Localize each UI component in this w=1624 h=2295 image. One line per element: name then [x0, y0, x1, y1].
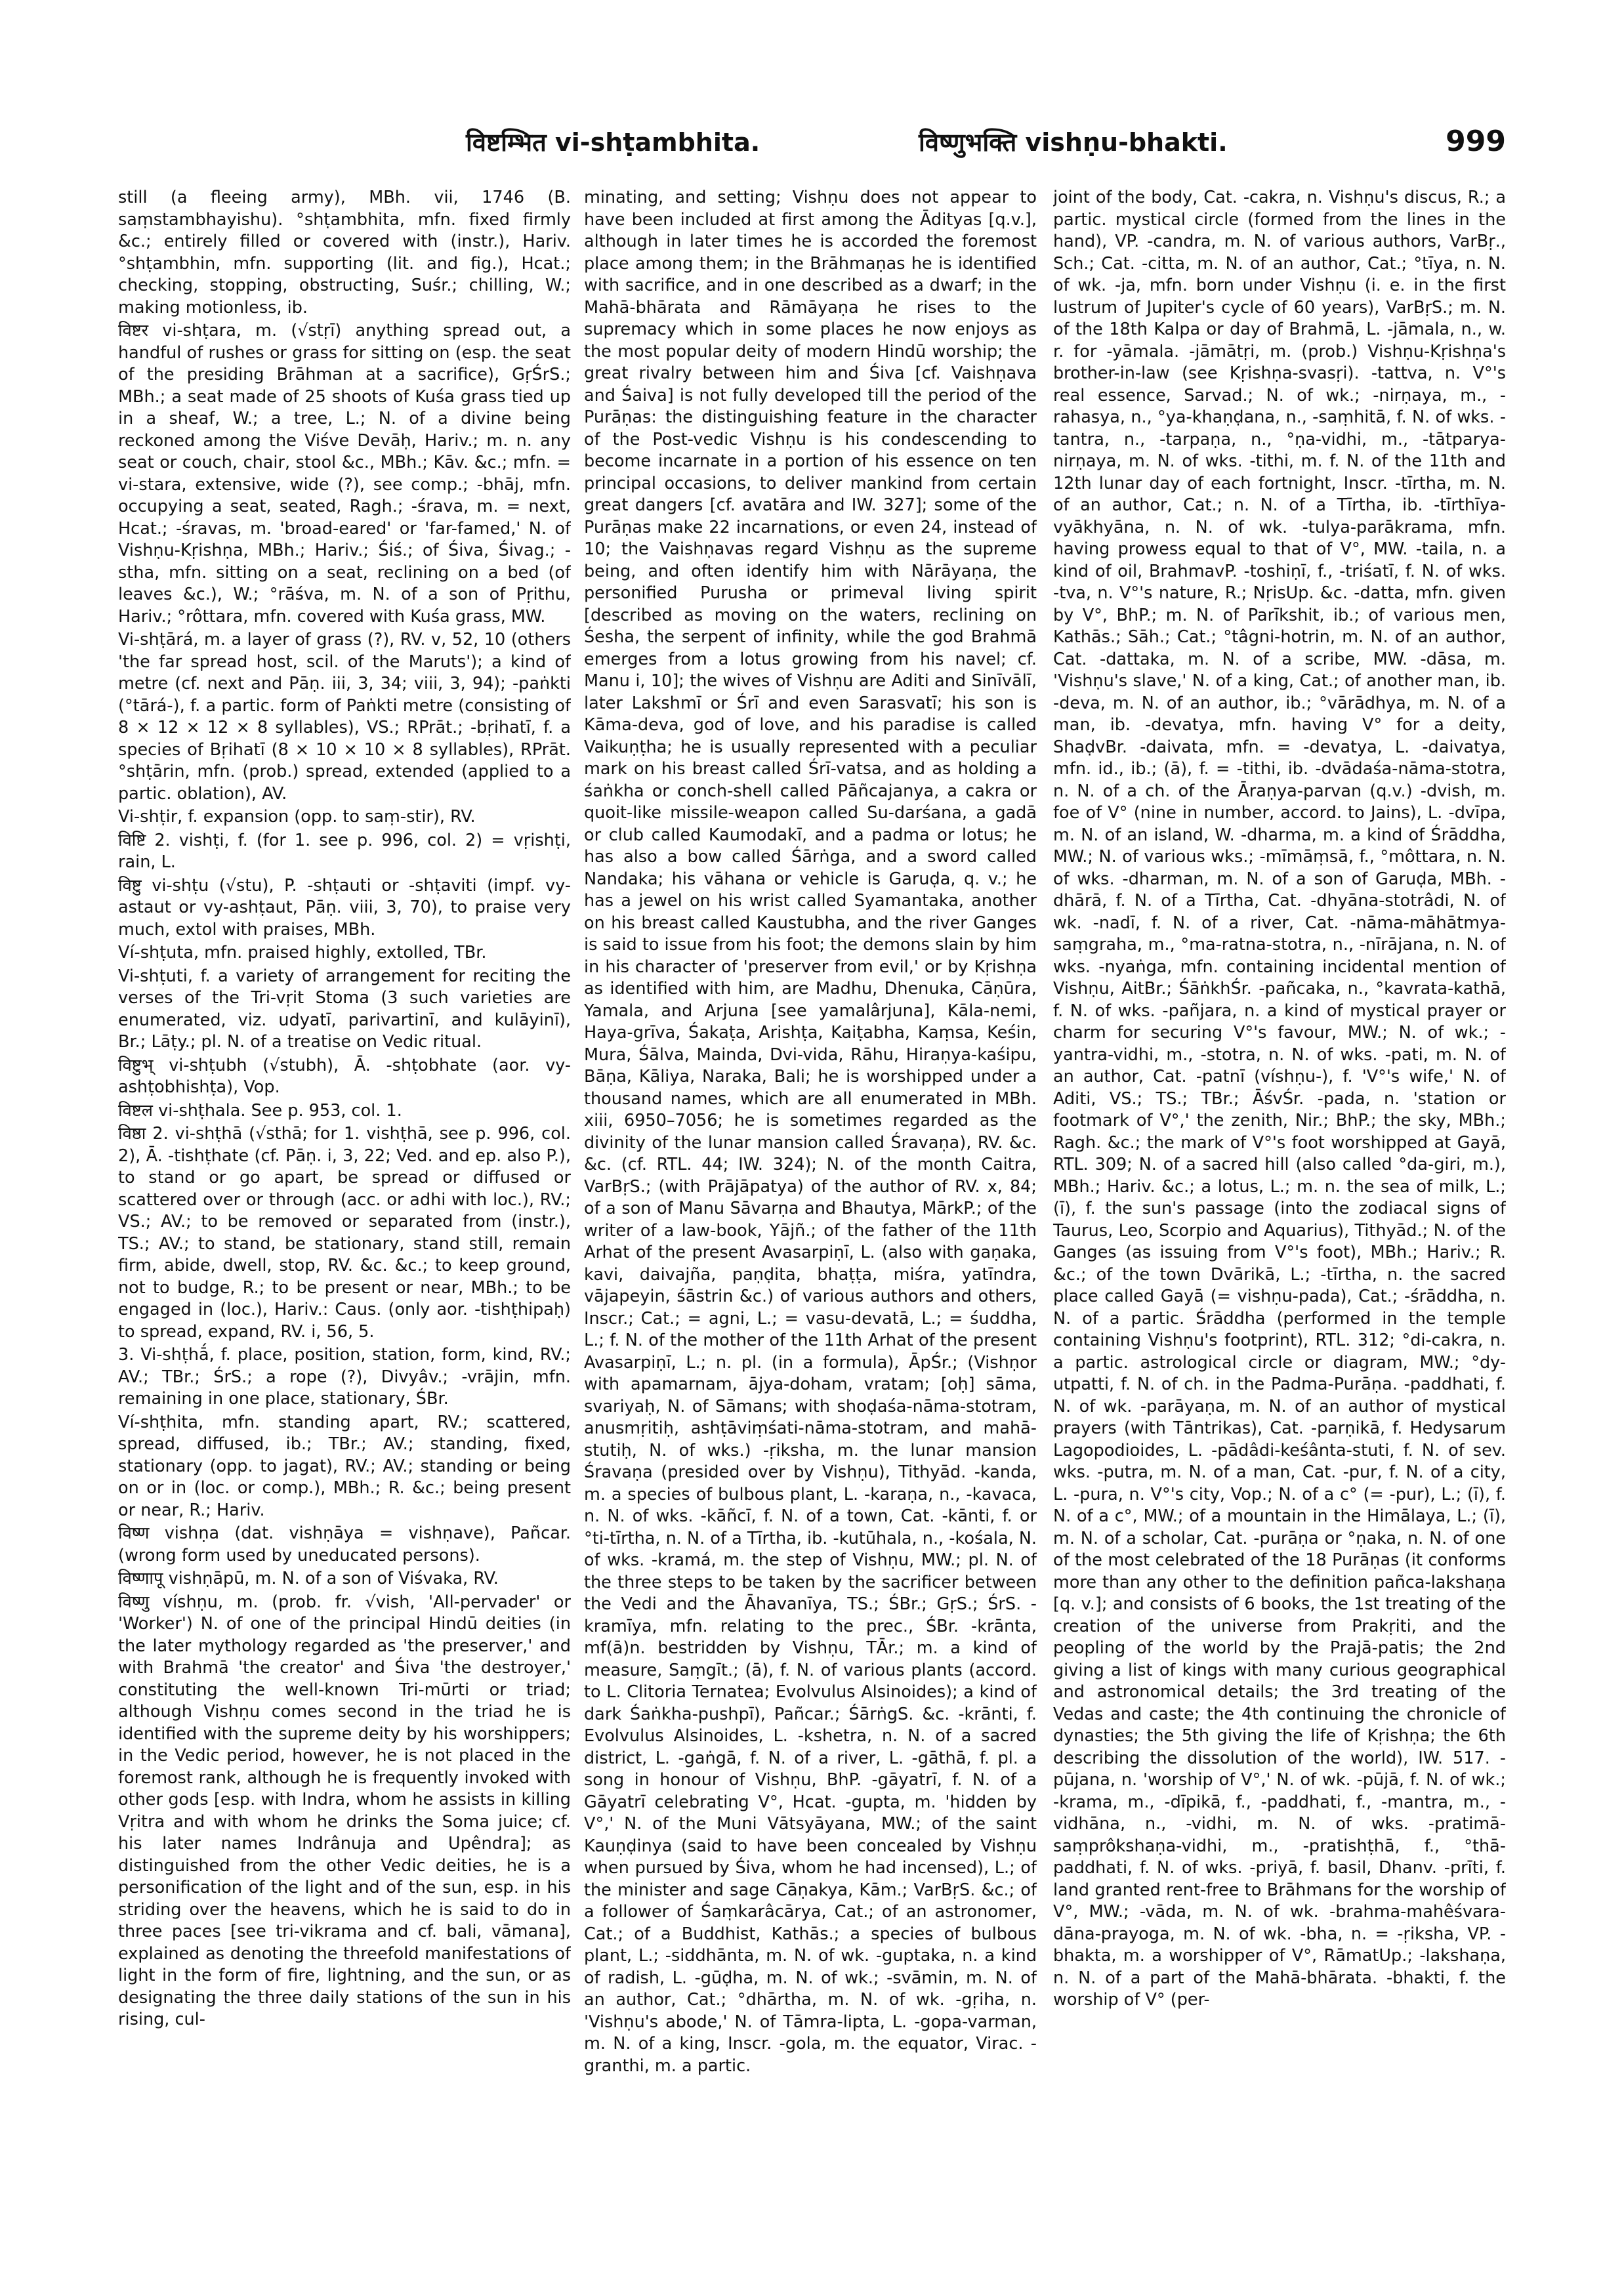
dictionary-entry: Ví-shṭuta, mfn. praised highly, extolled, TBr. [118, 943, 487, 962]
dictionary-entry: 3. Vi-shṭhā́, f. place, position, station, form, kind, RV.; AV.; TBr.; ŚrS.; a rope (?), Divyâv.; -vrājin, mfn. remaining in one place, stationary, ŚBr. [118, 1345, 571, 1409]
header-center-headword: विष्णुभक्ति vishṇu-bhakti. [919, 128, 1228, 157]
header-left-headword: विष्टम्भित vi-shṭambhita. [466, 128, 760, 157]
dictionary-entry: विष्ण vishṇa (dat. vishṇāya = vishṇave), Pañcar. (wrong form used by uneducated persons). [118, 1523, 571, 1565]
dictionary-entry: विष्टि 2. vishṭi, f. (for 1. see p. 996, col. 2) = vṛishṭi, rain, L. [118, 830, 571, 872]
dictionary-entry: Vi-shṭuti, f. a variety of arrangement for reciting the verses of the Tri-vṛit Stoma (3 such varieties are enumerated, viz. udyatī, parivartinī, and kulāyinī), Br.; Lāṭy.; pl. N. of a treatise on Vedic ritual. [118, 966, 571, 1052]
column-3 [1053, 187, 1506, 2254]
dictionary-entry: विष्टल vi-shṭhala. See p. 953, col. 1. [118, 1100, 402, 1121]
dictionary-entry: विष्टु vi-shṭu (√stu), P. -shṭauti or -shṭaviti (impf. vy-astaut or vy-ashṭaut, Pāṇ. viii, 3, 70), to praise very much, extol with praises, MBh. [118, 875, 571, 940]
dictionary-entry: Vi-shṭir, f. expansion (opp. to saṃ-stir), RV. [118, 807, 476, 827]
dictionary-entry: still (a fleeing army), MBh. vii, 1746 (B. saṃstambhayishu). °shṭambhita, mfn. fixed firmly &c.; entirely filled or covered with (instr.), Hariv. °shṭambhin, mfn. supporting (lit. and fig.), Hcat.; checking, stopping, obstructing, Suśr.; chilling, W.; making motionless, ib. [118, 188, 571, 318]
dictionary-entry: Ví-shṭhita, mfn. standing apart, RV.; scattered, spread, diffused, ib.; TBr.; AV.; standing, fixed, stationary (opp. to jagat), RV.; AV.; standing or being on or in (loc. or comp.), MBh.; R. &c.; being present or near, R.; Hariv. [118, 1412, 571, 1520]
dictionary-entry: Vi-shṭārá, m. a layer of grass (?), RV. v, 52, 10 (others 'the far spread host, scil. of the Maruts'); a kind of metre (cf. next and Pāṇ. iii, 3, 34; viii, 3, 94); -paṅkti (°tārá-), f. a partic. form of Paṅkti metre (consisting of 8 × 12 × 12 × 8 syllables), VS.; RPrāt.; -bṛihatī, f. a species of Bṛihatī (8 × 10 × 10 × 8 syllables), RPrāt. °shṭārin, mfn. (prob.) spread, extended (applied to a partic. oblation), AV. [118, 630, 571, 804]
dictionary-entry: विष्णापू vishṇāpū, m. N. of a son of Viśvaka, RV. [118, 1569, 499, 1588]
dictionary-columns [118, 187, 1506, 2254]
column-1 [118, 187, 571, 2254]
dictionary-entry: विष्णु víshṇu, m. (prob. fr. √vish, 'All-pervader' or 'Worker') N. of one of the principal Hindū deities (in the later mythology regarded as 'the preserver,' and with Brahmā 'the creator' and Śiva 'the destroyer,' constituting the well-known Tri-mūrti or triad; although Vishṇu comes second in the triad he is identified with the supreme deity by his worshippers; in the Vedic period, however, he is not placed in the foremost rank, although he is frequently invoked with other gods [esp. with Indra, whom he assists in killing Vṛitra and with whom he drinks the Soma juice; cf. his later names Indrânuja and Upêndra]; as distinguished from the other Vedic deities, he is a personification of the light and of the sun, esp. in his striding over the heavens, which he is said to do in three paces [see tri-vikrama and cf. bali, vāmana], explained as denoting the threefold manifestations of light in the form of fire, lightning, and the sun, or as designating the three daily stations of the sun in his rising, cul- [118, 1592, 571, 2029]
page-header [118, 125, 1506, 171]
dictionary-entry: विष्टुभ् vi-shṭubh (√stubh), Ā. -shṭobhate (aor. vy-ashṭobhishṭa), Vop. [118, 1055, 571, 1097]
dictionary-entry: joint of the body, Cat. -cakra, n. Vishṇu's discus, R.; a partic. mystical circle (formed from the lines in the hand), VP. -candra, m. N. of various authors, VarBṛ., Sch.; Cat. -citta, m. N. of an author, Cat.; °tīya, n. N. of wk. -ja, mfn. born under Vishṇu (i. e. in the first lustrum of Jupiter's cycle of 60 years), VarBṛS.; m. N. of the 18th Kalpa or day of Brahmā, L. -jāmala, n., w. r. for -yāmala. -jāmātṛi, m. (prob.) Vishṇu-Kṛishṇa's brother-in-law (see Kṛishṇa-svasṛi). -tattva, n. V°'s real essence, Sarvad.; N. of wk.; -nirṇaya, m., -rahasya, n., °ya-khaṇḍana, n., -saṃhitā, f. N. of wks. -tantra, n., -tarpaṇa, n., °ṇa-vidhi, m., -tātparya-nirṇaya, m. N. of wks. -tithi, m. f. N. of the 11th and 12th lunar day of each fortnight, Inscr. -tīrtha, m. N. of an author, Cat.; n. N. of a Tīrtha, ib. -tīrthīya-vyākhyāna, n. N. of wk. -tulya-parākrama, mfn. having prowess equal to that of V°, MW. -taila, n. a kind of oil, BrahmavP. -toshiṇī, f., -triśatī, f. N. of wks. -tva, n. V°'s nature, R.; NṛisUp. &c. -datta, mfn. given by V°, BhP.; m. N. of Parīkshit, ib.; of various men, Kathās.; Sāh.; Cat.; °tâgni-hotrin, m. N. of an author, Cat. -dattaka, m. N. of a scribe, MW. -dāsa, m. 'Vishṇu's slave,' N. of a king, Cat.; of another man, ib. -deva, m. N. of an author, ib.; °vārādhya, m. N. of a man, ib. -devatya, mfn. having V° for a deity, ShaḍvBr. -daivata, mfn. = -devatya, L. -daivatya, mfn. id., ib.; (ā), f. = -tithi, ib. -dvādaśa-nāma-stotra, n. N. of a ch. of the Āraṇya-parvan (q.v.) -dvish, m. foe of V° (nine in number, accord. to Jains), L. -dvīpa, m. N. of an island, W. -dharma, m. a kind of Śrāddha, MW.; N. of various wks.; -mīmāṃsā, f., °môttara, n. N. of wks. -dharman, m. N. of a son of Garuḍa, MBh. -dhārā, f. N. of a Tīrtha, Cat. -dhyāna-stotrâdi, N. of wk. -nadī, f. N. of a river, Cat. -nāma-māhātmya-saṃgraha, m., °ma-ratna-stotra, n., -nīrājana, n. N. of wks. -nyaṅga, mfn. containing incidental mention of Vishṇu, AitBr.; ŚāṅkhŚr. -pañcaka, n., °kavrata-kathā, f. N. of wks. -pañjara, n. a kind of mystical prayer or charm for securing V°'s favour, MW.; N. of wk.; -yantra-vidhi, m., -stotra, n. N. of wks. -pati, m. N. of an author, Cat. -patnī (víshṇu-), f. 'V°'s wife,' N. of Aditi, VS.; TS.; TBr.; ĀśvŚr. -pada, n. 'station or footmark of V°,' the zenith, Nir.; BhP.; the sky, MBh.; Ragh. &c.; the mark of V°'s foot worshipped at Gayā, RTL. 309; N. of a sacred hill (also called °da-giri, m.), MBh.; Hariv. &c.; a lotus, L.; m. n. the sea of milk, L.; (ī), f. the sun's passage (into the zodiacal signs of Taurus, Leo, Scorpio and Aquarius), Tithyād.; N. of the Ganges (as issuing from V°'s foot), MBh.; Hariv.; R. &c.; of the town Dvārikā, L.; -tīrtha, n. the sacred place called Gayā (= vishṇu-pada), Cat.; -śrāddha, n. N. of a partic. Śrāddha (performed in the temple containing Vishṇu's footprint), RTL. 312; °di-cakra, n. a partic. astrological circle or diagram, MW.; °dy-utpatti, f. N. of ch. in the Padma-Purāṇa. -paddhati, f. N. of wk. -parāyaṇa, m. N. of an author of mystical prayers (with Tāntrikas), Cat. -parṇikā, f. Hedysarum Lagopodioides, L. -pādâdi-keśânta-stuti, f. N. of sev. wks. -putra, m. N. of a man, Cat. -pur, f. N. of a city, L. -pura, n. V°'s city, Vop.; N. of a c° (= -pur), L.; (ī), f. N. of a c°, MW.; of a mountain in the Himālaya, L.; (ī), m. N. of a scholar, Cat. -purāṇa or °ṇaka, n. N. of one of the most celebrated of the 18 Purāṇas (it conforms more than any other to the definition pañca-lakshaṇa [q. v.]; and consists of 6 books, the 1st treating of the creation of the universe from Prakṛiti, and the peopling of the world by the Prajā-patis; the 2nd giving a list of kings with many curious geographical and astronomical details; the 3rd treating of the Vedas and caste; the 4th continuing the chronicle of dynasties; the 5th giving the life of Kṛishṇa; the 6th describing the dissolution of the world), IW. 517. -pūjana, n. 'worship of V°,' N. of wk. -pūjā, f. N. of wk.; -krama, m., -dīpikā, f., -paddhati, f., -mantra, m., -vidhāna, n., -vidhi, m. N. of wks. -pratimā-saṃprôkshaṇa-vidhi, m., -pratishṭhā, f., °thā-paddhati, f. N. of wks. -priyā, f. basil, Dhanv. -prīti, f. land granted rent-free to Brāhmans for the worship of V°, MW.; -vāda, m. N. of wk. -brahma-mahêśvara-dāna-prayoga, m. N. of wk. -bha, n. = -ṛiksha, VP. -bhakta, m. a worshipper of V°, RāmatUp.; -lakshaṇa, n. N. of a part of the Mahā-bhārata. -bhakti, f. the worship of V° (per- [1053, 188, 1506, 2010]
dictionary-entry: विष्टर vi-shṭara, m. (√stṛī) anything spread out, a handful of rushes or grass for sitting on (esp. the seat of the presiding Brāhman at a sacrifice), GṛŚrS.; MBh.; a seat made of 25 shoots of Kuśa grass tied up in a sheaf, W.; a tree, L.; N. of a divine being reckoned among the Viśve Devāḥ, Hariv.; m. n. any seat or couch, chair, stool &c., MBh.; Kāv. &c.; mfn. = vi-stara, extensive, wide (?), see comp.; -bhāj, mfn. occupying a seat, seated, Ragh.; -śrava, m. = next, Hcat.; -śravas, m. 'broad-eared' or 'far-famed,' N. of Vishṇu-Kṛishṇa, MBh.; Hariv.; Śiś.; of Śiva, Śivag.; -stha, mfn. sitting on a seat, reclining on a bed (of leaves &c.), W.; °rāśva, m. N. of a son of Pṛithu, Hariv.; °rôttara, mfn. covered with Kuśa grass, MW. [118, 321, 571, 627]
dictionary-entry: विष्ठा 2. vi-shṭhā (√sthā; for 1. vishṭhā, see p. 996, col. 2), Ā. -tishṭhate (cf. Pāṇ. i, 3, 22; Ved. and ep. also P.), to stand or go apart, be spread or diffused or scattered over or through (acc. or adhi with loc.), RV.; VS.; AV.; to be removed or separated from (instr.), TS.; AV.; to stand, be stationary, stand still, remain firm, abide, dwell, stop, RV. &c. &c.; to keep ground, not to budge, R.; to be present or near, MBh.; to be engaged in (loc.), Hariv.: Caus. (only aor. -tishṭhipaḥ) to spread, expand, RV. i, 56, 5. [118, 1124, 571, 1342]
dictionary-entry: minating, and setting; Vishṇu does not appear to have been included at first among the Ādityas [q.v.], although in later times he is accorded the foremost place among them; in the Brāhmaṇas he is identified with sacrifice, and in one described as a dwarf; in the Mahā-bhārata and Rāmāyaṇa he rises to the supremacy which in some places he now enjoys as the most popular deity of modern Hindū worship; the great rivalry between him and Śiva [cf. Vaishṇava and Śaiva] is not fully developed till the period of the Purāṇas: the distinguishing feature in the character of the Post-vedic Vishṇu is his condescending to become incarnate in a portion of his essence on ten principal occasions, to deliver mankind from certain great dangers [cf. avatāra and IW. 327]; some of the Purāṇas make 22 incarnations, or even 24, instead of 10; the Vaishṇavas regard Vishṇu as the supreme being, and often identify him with Nārāyaṇa, the personified Purusha or primeval living spirit [described as moving on the waters, reclining on Śesha, the serpent of infinity, while the god Brahmā emerges from a lotus growing from his navel; cf. Manu i, 10]; the wives of Vishṇu are Aditi and Sinīvālī, later Lakshmī or Śrī and even Sarasvatī; his son is Kāma-deva, god of love, and his paradise is called Vaikuṇṭha; he is usually represented with a peculiar mark on his breast called Śrī-vatsa, and as holding a śaṅkha or conch-shell called Pāñcajanya, a cakra or quoit-like missile-weapon called Su-darśana, a gadā or club called Kaumodakī, and a padma or lotus; he has also a bow called Śārṅga, and a sword called Nandaka; his vāhana or vehicle is Garuḍa, q. v.; he has a jewel on his wrist called Syamantaka, another on his breast called Kaustubha, and the river Ganges is said to issue from his foot; the demons slain by him in his character of 'preserver from evil,' or by Kṛishṇa as identified with him, are Madhu, Dhenuka, Cāṇūra, Yamala, and Arjuna [see yamalârjuna], Kāla-nemi, Haya-grīva, Śakaṭa, Arishṭa, Kaiṭabha, Kaṃsa, Keśin, Mura, Śālva, Mainda, Dvi-vida, Rāhu, Hiraṇya-kaśipu, Bāṇa, Kāliya, Naraka, Bali; he is worshipped under a thousand names, which are all enumerated in MBh. xiii, 6950–7056; he is sometimes regarded as the divinity of the lunar mansion called Śravaṇa), RV. &c. &c. (cf. RTL. 44; IW. 324); N. of the month Caitra, VarBṛS.; (with Prājāpatya) of the author of RV. x, 84; of a son of Manu Sāvarṇa and Bhautya, MārkP.; of the writer of a law-book, Yājñ.; of the father of the 11th Arhat of the present Avasarpiṇī, L. (also with gaṇaka, kavi, daivajña, paṇḍita, bhaṭṭa, miśra, yatīndra, vājapeyin, śāstrin &c.) of various authors and others, Inscr.; Cat.; = agni, L.; = vasu-devatā, L.; = śuddha, L.; f. N. of the mother of the 11th Arhat of the present Avasarpiṇī, L.; n. pl. (in a formula), ĀpŚr.; (Vishṇor with apamarnam, ājya-doham, vratam; [oḥ] sāma, svariyaḥ, N. of Sāmans; with shoḍaśa-nāma-stotram, anusmṛitiḥ, ashṭāviṃśati-nāma-stotram, and mahā-stutiḥ, N. of wks.) -ṛiksha, m. the lunar mansion Śravaṇa (presided over by Vishṇu), Tithyād. -kanda, m. a species of bulbous plant, L. -karaṇa, n., -kavaca, n. N. of wks. -kāñcī, f. N. of a town, Cat. -kānti, f. or °ti-tīrtha, n. N. of a Tīrtha, ib. -kutūhala, n., -kośala, N. of wks. -kramá, m. the step of Vishṇu, MW.; pl. N. of the three steps to be taken by the sacrificer between the Vedi and the Āhavanīya, TS.; ŚBr.; GṛS.; ŚrS. -kramīya, mfn. relating to the prec., ŚBr. -krānta, mf(ā)n. bestridden by Vishṇu, TĀr.; m. a kind of measure, Saṃgīt.; (ā), f. N. of various plants (accord. to L. Clitoria Ternatea; Evolvulus Alsinoides); a kind of dark Śaṅkha-pushpī), Pañcar.; ŚārṅgS. &c. -krānti, f. Evolvulus Alsinoides, L. -kshetra, n. N. of a sacred district, L. -gaṅgā, f. N. of a river, L. -gāthā, f. pl. a song in honour of Vishṇu, BhP. -gāyatrī, f. N. of a Gāyatrī celebrating V°, Hcat. -gupta, m. 'hidden by V°,' N. of the Muni Vātsyāyana, MW.; of the saint Kauṇḍinya (said to have been concealed by Vishṇu when pursued by Śiva, whom he had incensed), L.; of the minister and sage Cāṇakya, Kām.; VarBṛS. &c.; of a follower of Śaṃkarâcārya, Cat.; of an astronomer, Cat.; of a Buddhist, Kathās.; a species of bulbous plant, L.; -siddhānta, m. N. of wk. -guptaka, n. a kind of radish, L. -gūḍha, m. N. of wk.; -svāmin, m. N. of an author, Cat.; °dhārtha, m. N. of wk. -gṛiha, n. 'Vishṇu's abode,' N. of Tāmra-lipta, L. -gopa-varman, m. N. of a king, Inscr. -gola, m. the equator, Virac. -granthi, m. a partic. [584, 188, 1037, 2076]
page-number: 999 [1446, 125, 1506, 158]
column-2 [584, 187, 1037, 2254]
